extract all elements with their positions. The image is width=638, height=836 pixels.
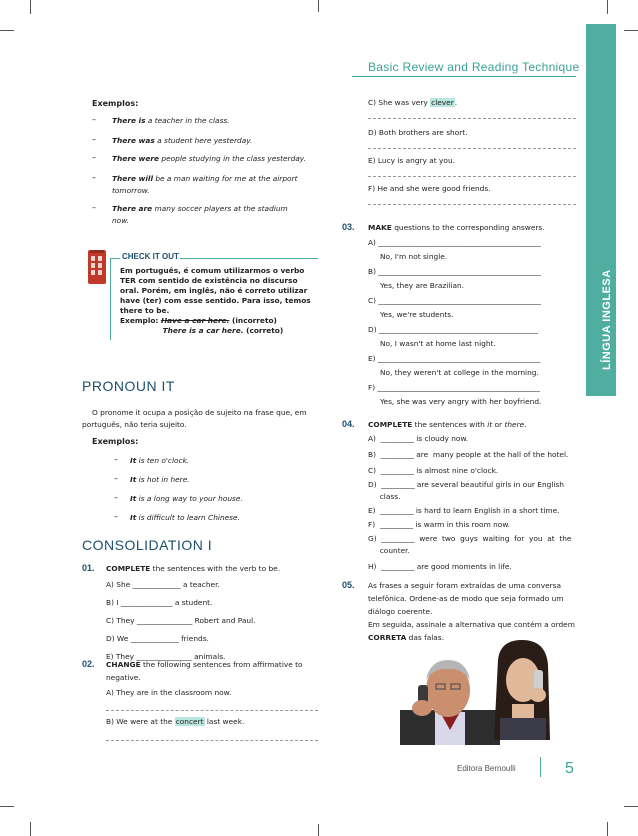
bullet-dash: – [92,203,96,212]
pronoun-example-text: is a long way to your house. [136,494,243,503]
q03-answer: Yes, they are Brazilian. [380,281,465,290]
bullet-dash: – [92,173,96,182]
bullet-dash: – [114,455,118,464]
example-line [112,136,252,146]
q02-item-text: D) Both brothers are short. [368,128,468,137]
question-01-number: 01. [82,563,95,573]
q02-item-highlight: clever [431,98,454,107]
q04-item: B) _________ are many people at the hall of the hotel. [368,450,569,459]
q02-item [368,156,455,166]
examples-label: Exemplos: [92,99,139,108]
pronoun-example-text: is hot in here. [136,475,190,484]
pronoun-intro-2: português, não teria sujeito. [82,420,187,429]
callout-title: CHECK IT OUT [122,252,179,261]
phone-booth-icon [86,248,108,286]
example-strong: There was [112,136,155,145]
callout-text: Em português, é comum utilizarmos o verbo TER com sentido de existência no discurso oral. Porém, em inglês, não é correto utilizar have (ter) com esse sentido. Para isso, temos there to be. [120,266,311,315]
pronoun-strong: It [130,475,137,484]
q02-item [368,128,468,138]
q02-item-text: F) He and she were good friends. [368,184,491,193]
q04-instruction: the sentences with [412,420,488,429]
pronoun-example [130,513,240,523]
question-03-number: 03. [342,222,355,232]
footer-rule [540,757,541,777]
example-line [112,154,306,164]
pronoun-example-text: is difficult to learn Chinese. [136,513,240,522]
q02-item-b-post: last week. [204,717,245,726]
q04-instruction-it: it [487,420,493,429]
example-line [112,116,230,126]
q03-question-line[interactable]: A) ____________________________________________ [368,238,541,247]
answer-line[interactable] [368,118,576,120]
q02-item-post: . [454,98,458,107]
q01-item: C) They _______________ Robert and Paul. [106,616,256,625]
q04-instruction-end: . [524,420,527,429]
q02-item-a: A) They are in the classroom now. [106,688,232,697]
q01-item: A) She _____________ a teacher. [106,580,220,589]
side-tab-label: LÍNGUA INGLESA [601,269,613,370]
pronoun-example-text: is ten o'clock. [136,456,190,465]
question-02-number: 02. [82,659,95,669]
q01-item: D) We _____________ friends. [106,634,209,643]
q03-answer: Yes, we're students. [380,310,454,319]
example-text: be a man waiting for me at the airport [152,174,298,183]
q04-item: H) _________ are good moments in life. [368,562,512,571]
q04-item: counter. [368,546,410,555]
q04-item: class. [368,492,401,501]
pronoun-example [130,494,243,504]
q04-item: G) _________ were two guys waiting for you at the [368,534,572,543]
example-text: now. [112,216,130,225]
example-text: a teacher in the class. [145,116,230,125]
q03-answer: No, I wasn't at home last night. [380,339,496,348]
woman-on-phone-photo [490,640,552,744]
example-text: people studying in the class yesterday. [159,154,306,163]
example-line [112,204,288,214]
pronoun-example [130,475,190,485]
pronoun-strong: It [130,456,137,465]
q03-question-line[interactable]: C) ____________________________________________ [368,296,541,305]
question-04-number: 04. [342,419,355,429]
example-strong: There will [112,174,153,183]
consolidation-heading: CONSOLIDATION I [82,537,213,553]
q02-instruction: the following sentences from affirmative to [140,660,303,669]
bullet-dash: – [92,115,96,124]
example-text: many soccer players at the stadium [152,204,288,213]
pronoun-example [130,456,189,466]
pronoun-strong: It [130,494,137,503]
q05-line5: das falas. [406,633,445,642]
q05-line1: As frases a seguir foram extraídas de uma conversa [368,581,562,590]
q04-item: F) _________ is warm in this room now. [368,520,511,529]
pronoun-strong: It [130,513,137,522]
q03-answer: No, they weren't at college in the morning. [380,368,539,377]
answer-line[interactable] [106,740,318,742]
q01-instruction: the sentences with the verb to be. [150,564,281,573]
q04-item: A) _________ is cloudy now. [368,434,469,443]
q03-answer: Yes, she was very angry with her boyfriend. [380,397,542,406]
q03-question-line[interactable]: D) ___________________________________________ [368,325,538,334]
page-number: 5 [565,760,574,777]
q02-item-text: C) She was very [368,98,431,107]
q02-item-b-pre: B) We were at the [106,717,175,726]
example-text: a student here yesterday. [154,136,253,145]
header-rule [352,76,576,77]
q02-instruction-cont: negative. [106,673,141,682]
q04-instruction-or: or [492,420,505,429]
q03-question-line[interactable]: B) ____________________________________________ [368,267,541,276]
man-on-phone-photo [400,650,500,749]
q02-item-text: E) Lucy is angry at you. [368,156,455,165]
q04-item: D) _________ are several beautiful girls in our English [368,480,564,489]
q05-line3: diálogo coerente. [368,607,433,616]
check-it-out-callout [110,252,318,344]
q05-line2: telefônica. Ordene-as de modo que seja formado um [368,594,564,603]
bullet-dash: – [114,512,118,521]
answer-line[interactable] [368,204,576,206]
callout-example-right-note: (correto) [246,326,284,335]
q02-item-b-highlight: concert [175,717,204,726]
question-05-number: 05. [342,580,355,590]
q01-instruction-strong: COMPLETE [106,564,151,573]
q02-item [368,98,457,108]
q03-question-line[interactable]: E) ____________________________________________ [368,354,541,363]
example-strong: There is [112,116,146,125]
q04-item: E) _________ is hard to learn English in a short time. [368,506,560,515]
callout-example-right: There is a car here. [162,326,244,335]
pronoun-it-heading: PRONOUN IT [82,378,175,394]
example-line [112,216,129,226]
q01-item: E) They _______________ animals. [106,652,226,661]
q03-instruction: questions to the corresponding answers. [391,223,545,232]
q03-question-line[interactable]: F) ____________________________________________ [368,383,541,392]
example-strong: There were [112,154,160,163]
pronoun-intro-1: O pronome it ocupa a posição de sujeito na frase que, em [92,408,307,417]
bullet-dash: – [114,493,118,502]
callout-example-label: Exemplo: [120,316,159,325]
bullet-dash: – [114,474,118,483]
q01-item: B) I ______________ a student. [106,598,213,607]
publisher-name: Editora Bernoulli [457,764,516,773]
answer-line[interactable] [368,148,576,150]
callout-body [120,266,314,336]
q04-instruction-there: there [504,420,525,429]
page-header-title: Basic Review and Reading Technique [368,60,580,74]
q05-line4: Em seguida, assinale a alternativa que contém a ordem [368,620,575,629]
q04-item: C) _________ is almost nine o'clock. [368,466,499,475]
answer-line[interactable] [106,710,318,712]
q05-line5-strong: CORRETA [368,633,407,642]
example-strong: There are [112,204,153,213]
example-line [112,174,298,184]
example-line [112,186,150,196]
bullet-dash: – [92,153,96,162]
q02-instruction-strong: CHANGE [106,660,141,669]
callout-example-wrong: Have a car here. [160,316,230,325]
q04-instruction-strong: COMPLETE [368,420,413,429]
bullet-dash: – [92,135,96,144]
q03-answer: No, I'm not single. [380,252,448,261]
q02-item [368,184,491,194]
callout-example-wrong-note: (incorreto) [232,316,277,325]
answer-line[interactable] [368,176,576,178]
pronoun-examples-label: Exemplos: [92,437,139,446]
example-text: tomorrow. [112,186,150,195]
q03-instruction-strong: MAKE [368,223,392,232]
